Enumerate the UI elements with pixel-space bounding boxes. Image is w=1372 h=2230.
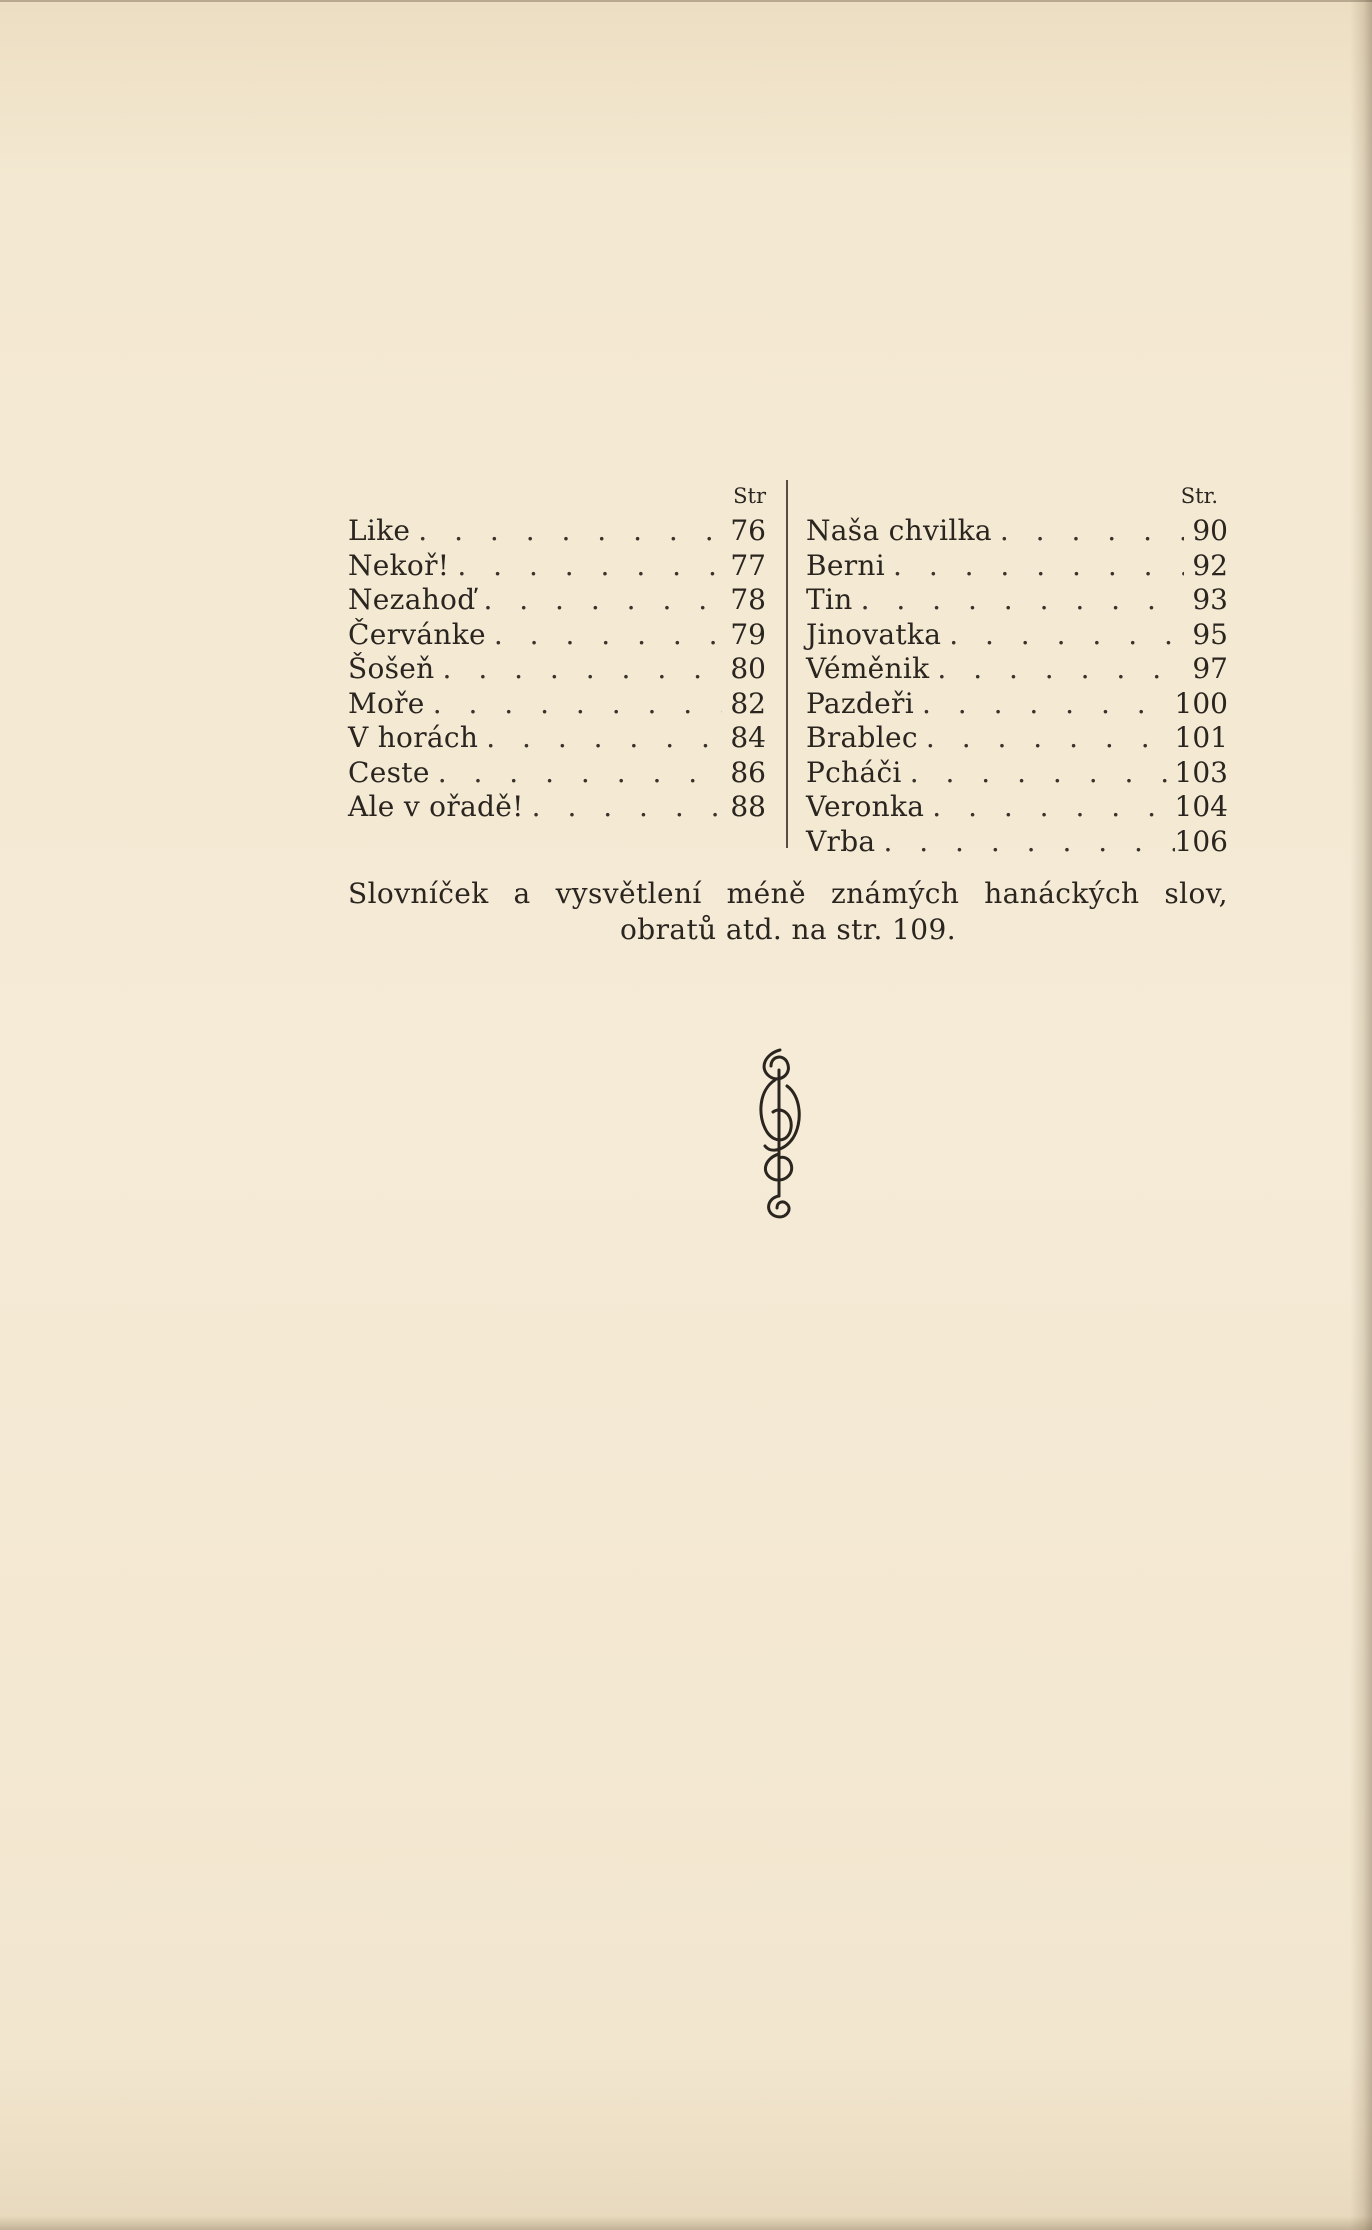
toc-entry-page-number: 90: [1192, 514, 1228, 547]
toc-leader-dots: [992, 514, 1184, 549]
toc-entry-title: Šošeň: [348, 652, 435, 685]
toc-leader-dots: [478, 721, 722, 756]
toc-entry-title: V horách: [348, 721, 479, 754]
toc-entry-title: Brablec: [806, 721, 918, 754]
toc-entry-title: Ale v ořadě!: [348, 790, 524, 823]
toc-entry: [348, 549, 766, 584]
toc-entry-page-number: 104: [1174, 790, 1228, 823]
page-right-edge: [1350, 0, 1372, 2230]
glossary-note-line-1: Slovníček a vysvětlení méně známých hanáckých slov,: [348, 877, 1228, 910]
toc-entry-page-number: 86: [730, 755, 766, 789]
toc-entry: [786, 790, 1228, 825]
toc-leader-dots: [524, 790, 722, 825]
toc-entry-title: Veronka: [806, 790, 925, 823]
page-bottom-edge: [0, 2216, 1372, 2230]
toc-entry-page-number: 77: [730, 548, 766, 582]
toc-entry: [348, 790, 766, 825]
toc-leader-dots: [475, 583, 722, 618]
toc-entry: [348, 652, 766, 687]
glossary-note-line-2: obratů atd. na str. 109.: [619, 913, 957, 946]
toc-entry-page-number: 82: [730, 686, 766, 720]
toc-entry: [348, 514, 766, 549]
toc-entry-page-number: 79: [730, 617, 766, 651]
toc-entry: [786, 687, 1228, 722]
toc-leader-dots: [918, 721, 1175, 756]
publisher-monogram-ornament: [745, 1046, 815, 1226]
toc-leader-dots: [885, 549, 1184, 584]
toc-entry-page-number: 97: [1192, 652, 1228, 685]
toc-entry-title: Jinovatka: [806, 617, 942, 651]
toc-entry-page-number: 101: [1174, 721, 1228, 754]
toc-entry: [786, 549, 1228, 584]
toc-entry-title: Berni: [806, 548, 886, 582]
toc-leader-dots: [929, 652, 1184, 687]
toc-entry-page-number: 80: [730, 652, 766, 685]
toc-leader-dots: [430, 756, 722, 791]
toc-entry: [786, 825, 1228, 860]
toc-leader-dots: [410, 514, 722, 549]
toc-entry-page-number: 92: [1192, 548, 1228, 582]
toc-entry: [348, 618, 766, 653]
glossary-note: [348, 876, 1228, 948]
toc-entry-page-number: 93: [1192, 583, 1228, 616]
toc-entry-title: Moře: [348, 686, 425, 720]
toc-entry: [786, 583, 1228, 618]
toc-leader-dots: [902, 756, 1175, 791]
toc-entry-title: Nezahoď: [348, 583, 476, 616]
toc-entry-title: Pazdeři: [806, 686, 914, 720]
toc-leader-dots: [486, 618, 722, 653]
toc-entry-title: Véměnik: [806, 652, 930, 685]
toc-entry: [348, 583, 766, 618]
toc-leader-dots: [425, 687, 722, 722]
toc-entry-page-number: 78: [730, 583, 766, 616]
toc-left-column: [348, 478, 766, 825]
toc-entry: [786, 514, 1228, 549]
toc-leader-dots: [914, 687, 1175, 722]
toc-entry-title: Ceste: [348, 755, 430, 789]
toc-entry-title: Vrba: [806, 824, 876, 858]
toc-entry: [348, 721, 766, 756]
toc-entry-title: Nekoř!: [348, 548, 450, 582]
toc-entry-page-number: 106: [1174, 824, 1228, 858]
page-top-edge: [0, 0, 1372, 2]
toc-entry-title: Naša chvilka: [806, 514, 992, 547]
toc-right-column: [786, 478, 1228, 859]
toc-entry: [348, 687, 766, 722]
toc-entry-title: Tin: [806, 583, 853, 616]
str-header-left: Str: [733, 484, 766, 508]
toc-leader-dots: [435, 652, 722, 687]
toc-leader-dots: [924, 790, 1174, 825]
toc-entry: [786, 652, 1228, 687]
toc-entry-page-number: 88: [730, 790, 766, 823]
toc-entry: [786, 618, 1228, 653]
toc-leader-dots: [853, 583, 1184, 618]
toc-entry-page-number: 84: [730, 721, 766, 754]
toc-entry-title: Pcháči: [806, 755, 902, 789]
toc-entry-page-number: 100: [1174, 686, 1228, 720]
toc-entry-title: Červánke: [348, 617, 486, 651]
toc-leader-dots: [875, 825, 1174, 860]
toc-entry-page-number: 95: [1192, 617, 1228, 651]
toc-entry-page-number: 103: [1174, 755, 1228, 789]
toc-leader-dots: [941, 618, 1184, 653]
toc-entry: [348, 756, 766, 791]
toc-entry: [786, 756, 1228, 791]
toc-entry-page-number: 76: [730, 514, 766, 547]
str-header-right: Str.: [1180, 484, 1218, 508]
toc-entry: [786, 721, 1228, 756]
toc-entry-title: Like: [348, 514, 411, 547]
toc-leader-dots: [449, 549, 722, 584]
